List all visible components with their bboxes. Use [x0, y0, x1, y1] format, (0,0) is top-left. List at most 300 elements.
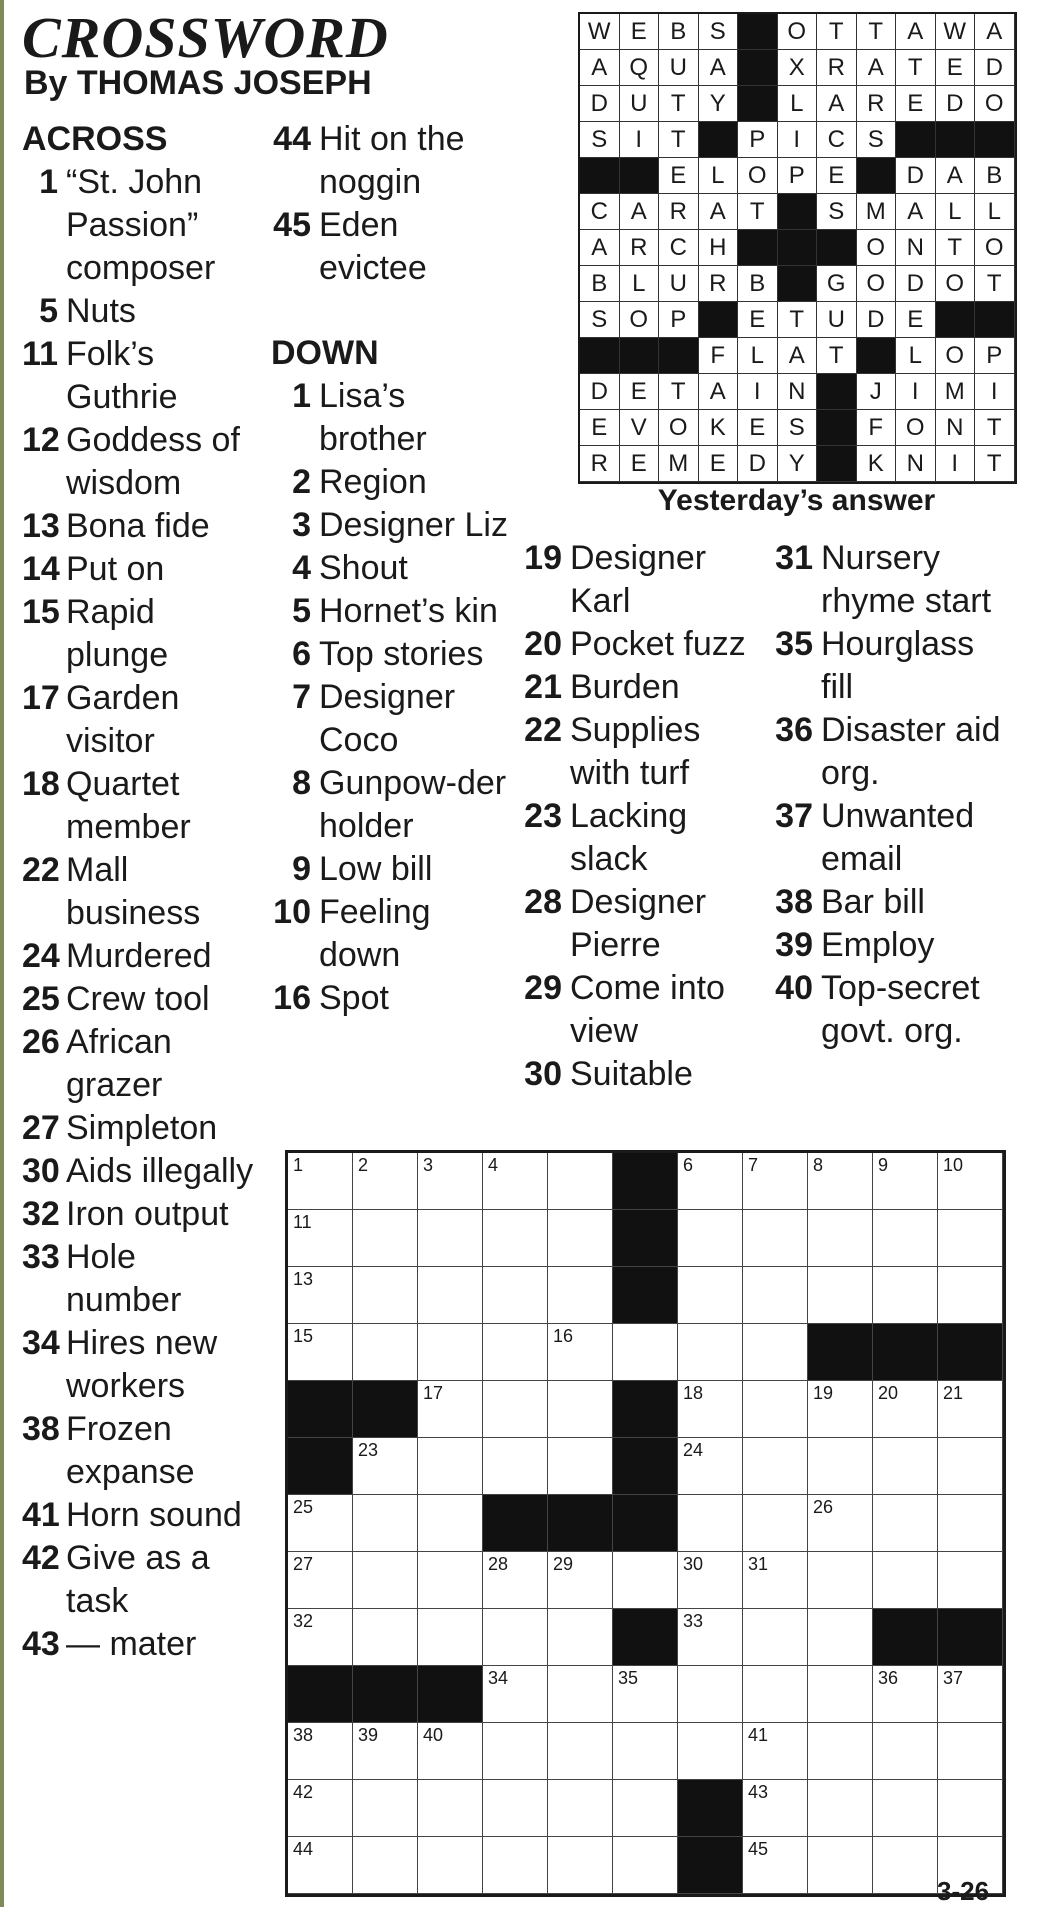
grid-cell[interactable] — [288, 1780, 353, 1837]
grid-cell[interactable] — [483, 1438, 548, 1495]
grid-cell[interactable] — [418, 1609, 483, 1666]
across-clue-26 — [22, 1021, 258, 1107]
clue-text: Shout — [319, 549, 408, 587]
answer-letter-cell: E — [620, 446, 660, 482]
clue-text: Top-secret govt. org. — [821, 969, 980, 1050]
answer-black-square — [778, 194, 818, 230]
grid-cell[interactable] — [353, 1837, 418, 1894]
grid-cell[interactable] — [678, 1324, 743, 1381]
answer-letter-cell: T — [975, 266, 1015, 302]
grid-cell[interactable] — [548, 1780, 613, 1837]
grid-black-square — [288, 1381, 353, 1438]
grid-black-square — [873, 1609, 938, 1666]
grid-cell[interactable] — [483, 1837, 548, 1894]
across-clue-list-continued — [271, 118, 511, 290]
clue-number: 4 — [292, 549, 311, 587]
answer-black-square — [699, 122, 739, 158]
grid-cell[interactable] — [548, 1324, 613, 1381]
answer-black-square — [817, 230, 857, 266]
grid-cell[interactable] — [678, 1438, 743, 1495]
grid-cell[interactable] — [613, 1552, 678, 1609]
grid-cell[interactable] — [808, 1210, 873, 1267]
answer-letter-cell: R — [659, 194, 699, 230]
clue-text: Bona fide — [66, 507, 210, 545]
grid-cell[interactable] — [288, 1153, 353, 1210]
grid-cell-number: 23 — [358, 1440, 379, 1460]
grid-cell[interactable] — [418, 1153, 483, 1210]
grid-cell-number: 26 — [813, 1497, 834, 1517]
grid-cell-number: 24 — [683, 1440, 704, 1460]
grid-cell[interactable] — [418, 1210, 483, 1267]
clue-text: Bar bill — [821, 883, 925, 921]
grid-cell-number: 9 — [878, 1155, 889, 1175]
answer-letter-cell: S — [580, 302, 620, 338]
grid-cell[interactable] — [808, 1438, 873, 1495]
grid-cell[interactable] — [873, 1210, 938, 1267]
answer-letter-cell: X — [778, 50, 818, 86]
grid-cell-number: 45 — [748, 1839, 769, 1859]
grid-cell[interactable] — [873, 1438, 938, 1495]
grid-cell-number: 3 — [423, 1155, 434, 1175]
answer-letter-cell: L — [699, 158, 739, 194]
grid-cell[interactable] — [288, 1495, 353, 1552]
answer-letter-cell: A — [699, 50, 739, 86]
clue-text: Come into view — [570, 969, 725, 1050]
grid-cell[interactable] — [483, 1324, 548, 1381]
down-clue-10 — [271, 891, 511, 977]
answer-letter-cell: B — [975, 158, 1015, 194]
answer-letter-cell: B — [738, 266, 778, 302]
grid-cell[interactable] — [938, 1153, 1003, 1210]
grid-cell[interactable] — [548, 1609, 613, 1666]
grid-cell[interactable] — [288, 1210, 353, 1267]
grid-cell[interactable] — [743, 1609, 808, 1666]
grid-cell[interactable] — [483, 1723, 548, 1780]
down-clue-16 — [271, 977, 511, 1020]
across-clue-22 — [22, 849, 258, 935]
grid-black-square — [808, 1324, 873, 1381]
answer-letter-cell: K — [699, 410, 739, 446]
clue-text: Feeling down — [319, 893, 431, 974]
grid-cell[interactable] — [808, 1552, 873, 1609]
clue-text: Murdered — [66, 937, 212, 975]
answer-black-square — [738, 230, 778, 266]
answer-letter-cell: O — [936, 266, 976, 302]
clue-number: 22 — [22, 851, 60, 889]
grid-cell[interactable] — [743, 1552, 808, 1609]
answer-black-square — [699, 302, 739, 338]
answer-black-square — [738, 50, 778, 86]
grid-cell[interactable] — [743, 1381, 808, 1438]
grid-cell[interactable] — [808, 1609, 873, 1666]
answer-letter-cell: M — [659, 446, 699, 482]
grid-cell[interactable] — [548, 1267, 613, 1324]
crossword-grid — [285, 1150, 1006, 1897]
clue-number: 23 — [524, 797, 562, 835]
clue-text: Hires new workers — [66, 1324, 218, 1405]
grid-cell[interactable] — [678, 1723, 743, 1780]
clue-number: 10 — [273, 893, 311, 931]
clue-number: 1 — [292, 377, 311, 415]
grid-cell[interactable] — [808, 1267, 873, 1324]
grid-cell[interactable] — [418, 1723, 483, 1780]
grid-cell-number: 43 — [748, 1782, 769, 1802]
grid-cell[interactable] — [613, 1837, 678, 1894]
grid-cell[interactable] — [808, 1495, 873, 1552]
grid-cell[interactable] — [938, 1552, 1003, 1609]
down-clue-22 — [522, 709, 768, 795]
clue-text: Eden evictee — [319, 206, 427, 287]
grid-cell[interactable] — [808, 1780, 873, 1837]
grid-cell[interactable] — [613, 1780, 678, 1837]
grid-cell[interactable] — [678, 1210, 743, 1267]
answer-letter-cell: T — [975, 446, 1015, 482]
grid-cell[interactable] — [613, 1324, 678, 1381]
grid-cell-number: 31 — [748, 1554, 769, 1574]
grid-cell[interactable] — [743, 1723, 808, 1780]
answer-letter-cell: E — [580, 410, 620, 446]
grid-cell[interactable] — [418, 1552, 483, 1609]
grid-cell[interactable] — [418, 1381, 483, 1438]
grid-cell[interactable] — [483, 1210, 548, 1267]
grid-cell[interactable] — [548, 1210, 613, 1267]
clue-number: 45 — [273, 206, 311, 244]
grid-cell[interactable] — [873, 1495, 938, 1552]
grid-cell[interactable] — [678, 1666, 743, 1723]
grid-cell[interactable] — [548, 1723, 613, 1780]
answer-letter-cell: M — [936, 374, 976, 410]
across-clue-38 — [22, 1408, 258, 1494]
grid-black-square — [418, 1666, 483, 1723]
grid-cell[interactable] — [743, 1495, 808, 1552]
grid-black-square — [938, 1609, 1003, 1666]
clue-number: 24 — [22, 937, 60, 975]
grid-cell-number: 19 — [813, 1383, 834, 1403]
grid-cell[interactable] — [548, 1438, 613, 1495]
answer-letter-cell: I — [738, 374, 778, 410]
across-clue-45 — [271, 204, 511, 290]
grid-cell[interactable] — [483, 1609, 548, 1666]
answer-letter-cell: I — [936, 446, 976, 482]
grid-black-square — [678, 1780, 743, 1837]
grid-cell[interactable] — [418, 1837, 483, 1894]
answer-black-square — [738, 14, 778, 50]
clue-number: 11 — [22, 335, 58, 373]
grid-cell[interactable] — [808, 1381, 873, 1438]
clue-text: Designer Karl — [570, 539, 707, 620]
grid-cell[interactable] — [678, 1552, 743, 1609]
grid-cell-number: 36 — [878, 1668, 899, 1688]
grid-cell[interactable] — [743, 1210, 808, 1267]
clue-number: 36 — [775, 711, 813, 749]
grid-black-square — [613, 1267, 678, 1324]
clue-number: 40 — [775, 969, 813, 1007]
across-clue-1 — [22, 161, 258, 290]
grid-cell[interactable] — [353, 1723, 418, 1780]
answer-black-square — [580, 158, 620, 194]
down-clue-29 — [522, 967, 768, 1053]
answer-letter-cell: E — [659, 158, 699, 194]
grid-cell[interactable] — [678, 1153, 743, 1210]
answer-letter-cell: O — [778, 14, 818, 50]
grid-cell-number: 20 — [878, 1383, 899, 1403]
answer-letter-cell: D — [936, 86, 976, 122]
answer-letter-cell: D — [580, 374, 620, 410]
grid-cell[interactable] — [938, 1267, 1003, 1324]
answer-letter-cell: R — [857, 86, 897, 122]
grid-cell[interactable] — [873, 1381, 938, 1438]
grid-cell[interactable] — [873, 1780, 938, 1837]
clue-number: 22 — [524, 711, 562, 749]
grid-cell[interactable] — [288, 1609, 353, 1666]
grid-cell[interactable] — [288, 1552, 353, 1609]
grid-cell[interactable] — [613, 1723, 678, 1780]
down-clue-9 — [271, 848, 511, 891]
across-clue-41 — [22, 1494, 258, 1537]
answer-letter-cell: L — [620, 266, 660, 302]
answer-letter-cell: C — [580, 194, 620, 230]
clue-number: 8 — [292, 764, 311, 802]
answer-letter-cell: T — [738, 194, 778, 230]
clue-number: 43 — [22, 1625, 60, 1663]
answer-letter-cell: T — [817, 338, 857, 374]
clue-number: 1 — [39, 163, 58, 201]
grid-cell[interactable] — [808, 1837, 873, 1894]
grid-cell[interactable] — [613, 1666, 678, 1723]
answer-letter-cell: S — [778, 410, 818, 446]
answer-letter-cell: T — [659, 122, 699, 158]
clue-number: 30 — [22, 1152, 60, 1190]
grid-cell[interactable] — [548, 1153, 613, 1210]
grid-cell[interactable] — [418, 1495, 483, 1552]
grid-cell[interactable] — [353, 1609, 418, 1666]
yesterdays-answer-caption: Yesterday’s answer — [657, 484, 936, 517]
grid-cell[interactable] — [483, 1552, 548, 1609]
answer-letter-cell: R — [580, 446, 620, 482]
answer-letter-cell: B — [580, 266, 620, 302]
answer-letter-cell: I — [975, 374, 1015, 410]
grid-cell[interactable] — [938, 1723, 1003, 1780]
answer-black-square — [857, 338, 897, 374]
clue-number: 17 — [22, 679, 60, 717]
grid-cell[interactable] — [938, 1666, 1003, 1723]
grid-cell[interactable] — [353, 1438, 418, 1495]
clue-number: 25 — [22, 980, 60, 1018]
answer-letter-cell: E — [817, 158, 857, 194]
grid-cell[interactable] — [288, 1723, 353, 1780]
answer-letter-cell: S — [857, 122, 897, 158]
clue-number: 39 — [775, 926, 813, 964]
clue-number: 15 — [22, 593, 60, 631]
grid-cell[interactable] — [808, 1723, 873, 1780]
grid-black-square — [938, 1324, 1003, 1381]
answer-letter-cell: A — [580, 50, 620, 86]
grid-cell[interactable] — [743, 1666, 808, 1723]
answer-letter-cell: R — [620, 230, 660, 266]
across-clue-11 — [22, 333, 258, 419]
grid-cell[interactable] — [353, 1324, 418, 1381]
grid-cell[interactable] — [678, 1267, 743, 1324]
across-clue-25 — [22, 978, 258, 1021]
grid-cell[interactable] — [743, 1438, 808, 1495]
answer-black-square — [936, 122, 976, 158]
grid-cell[interactable] — [483, 1666, 548, 1723]
answer-letter-cell: L — [778, 86, 818, 122]
grid-cell[interactable] — [548, 1381, 613, 1438]
grid-cell-number: 30 — [683, 1554, 704, 1574]
grid-cell[interactable] — [483, 1780, 548, 1837]
down-clue-7 — [271, 676, 511, 762]
down-clue-38 — [773, 881, 1013, 924]
byline: By THOMAS JOSEPH — [24, 64, 372, 102]
grid-cell-number: 17 — [423, 1383, 444, 1403]
answer-letter-cell: S — [580, 122, 620, 158]
clue-number: 19 — [524, 539, 562, 577]
answer-letter-cell: S — [817, 194, 857, 230]
across-clue-34 — [22, 1322, 258, 1408]
grid-cell[interactable] — [873, 1666, 938, 1723]
grid-cell[interactable] — [873, 1837, 938, 1894]
grid-cell[interactable] — [483, 1381, 548, 1438]
down-clue-30 — [522, 1053, 768, 1096]
answer-letter-cell: K — [857, 446, 897, 482]
page-edge — [0, 0, 4, 1907]
grid-black-square — [288, 1666, 353, 1723]
clue-text: — mater — [66, 1625, 197, 1663]
grid-cell[interactable] — [353, 1495, 418, 1552]
grid-cell[interactable] — [743, 1837, 808, 1894]
answer-letter-cell: A — [699, 194, 739, 230]
grid-cell[interactable] — [548, 1837, 613, 1894]
clue-number: 14 — [22, 550, 60, 588]
answer-letter-cell: N — [936, 410, 976, 446]
answer-black-square — [817, 410, 857, 446]
answer-letter-cell: E — [738, 410, 778, 446]
answer-letter-cell: E — [896, 86, 936, 122]
grid-cell[interactable] — [288, 1267, 353, 1324]
grid-cell[interactable] — [873, 1153, 938, 1210]
clue-number: 33 — [22, 1238, 60, 1276]
clue-text: Quartet member — [66, 765, 191, 846]
grid-cell[interactable] — [938, 1495, 1003, 1552]
answer-letter-cell: W — [936, 14, 976, 50]
across-clue-5 — [22, 290, 258, 333]
grid-cell-number: 37 — [943, 1668, 964, 1688]
answer-black-square — [580, 338, 620, 374]
grid-cell[interactable] — [743, 1780, 808, 1837]
answer-letter-cell: O — [738, 158, 778, 194]
grid-cell[interactable] — [678, 1495, 743, 1552]
grid-cell[interactable] — [873, 1267, 938, 1324]
grid-cell[interactable] — [938, 1381, 1003, 1438]
answer-letter-cell: V — [620, 410, 660, 446]
grid-cell[interactable] — [353, 1780, 418, 1837]
down-clue-3 — [271, 504, 511, 547]
grid-cell-number: 41 — [748, 1725, 769, 1745]
clue-text: Designer Pierre — [570, 883, 707, 964]
answer-letter-cell: A — [699, 374, 739, 410]
grid-cell[interactable] — [418, 1324, 483, 1381]
grid-cell[interactable] — [678, 1381, 743, 1438]
grid-cell[interactable] — [678, 1609, 743, 1666]
answer-letter-cell: O — [896, 410, 936, 446]
grid-black-square — [548, 1495, 613, 1552]
clue-number: 32 — [22, 1195, 60, 1233]
clue-number: 38 — [22, 1410, 60, 1448]
down-clue-2 — [271, 461, 511, 504]
grid-cell[interactable] — [483, 1267, 548, 1324]
grid-cell[interactable] — [288, 1837, 353, 1894]
answer-letter-cell: H — [699, 230, 739, 266]
answer-letter-cell: L — [738, 338, 778, 374]
clue-number: 20 — [524, 625, 562, 663]
grid-cell[interactable] — [353, 1210, 418, 1267]
answer-letter-cell: F — [699, 338, 739, 374]
grid-cell[interactable] — [548, 1552, 613, 1609]
grid-cell[interactable] — [808, 1153, 873, 1210]
grid-cell-number: 25 — [293, 1497, 314, 1517]
grid-cell[interactable] — [743, 1267, 808, 1324]
grid-cell[interactable] — [418, 1267, 483, 1324]
grid-cell[interactable] — [548, 1666, 613, 1723]
grid-cell-number: 7 — [748, 1155, 759, 1175]
clue-text: Designer Coco — [319, 678, 456, 759]
grid-cell[interactable] — [938, 1780, 1003, 1837]
grid-cell[interactable] — [353, 1267, 418, 1324]
grid-cell[interactable] — [418, 1438, 483, 1495]
answer-letter-cell: I — [620, 122, 660, 158]
grid-cell[interactable] — [353, 1153, 418, 1210]
across-clue-17 — [22, 677, 258, 763]
grid-cell[interactable] — [418, 1780, 483, 1837]
grid-black-square — [613, 1495, 678, 1552]
grid-cell-number: 6 — [683, 1155, 694, 1175]
grid-cell[interactable] — [873, 1723, 938, 1780]
answer-letter-cell: A — [936, 158, 976, 194]
grid-cell-number: 10 — [943, 1155, 964, 1175]
grid-cell[interactable] — [743, 1153, 808, 1210]
clue-number: 37 — [775, 797, 813, 835]
answer-letter-cell: T — [975, 410, 1015, 446]
grid-cell[interactable] — [353, 1552, 418, 1609]
clue-column-1 — [22, 118, 258, 1666]
answer-letter-cell: T — [936, 230, 976, 266]
grid-cell-number: 29 — [553, 1554, 574, 1574]
answer-letter-cell: W — [580, 14, 620, 50]
grid-black-square — [613, 1609, 678, 1666]
grid-cell[interactable] — [873, 1552, 938, 1609]
clue-number: 41 — [22, 1496, 60, 1534]
grid-cell[interactable] — [743, 1324, 808, 1381]
grid-cell-number: 38 — [293, 1725, 314, 1745]
grid-cell[interactable] — [483, 1153, 548, 1210]
down-clue-39 — [773, 924, 1013, 967]
clue-text: Folk’s Guthrie — [66, 335, 178, 416]
grid-cell-number: 32 — [293, 1611, 314, 1631]
answer-black-square — [817, 446, 857, 482]
clue-number: 18 — [22, 765, 60, 803]
answer-letter-cell: P — [778, 158, 818, 194]
grid-cell[interactable] — [288, 1324, 353, 1381]
answer-letter-cell: B — [659, 14, 699, 50]
grid-cell[interactable] — [938, 1438, 1003, 1495]
grid-cell[interactable] — [808, 1666, 873, 1723]
clue-text: Hit on the noggin — [319, 120, 465, 201]
grid-cell[interactable] — [938, 1210, 1003, 1267]
answer-letter-cell: C — [817, 122, 857, 158]
answer-letter-cell: A — [896, 194, 936, 230]
answer-letter-cell: P — [659, 302, 699, 338]
